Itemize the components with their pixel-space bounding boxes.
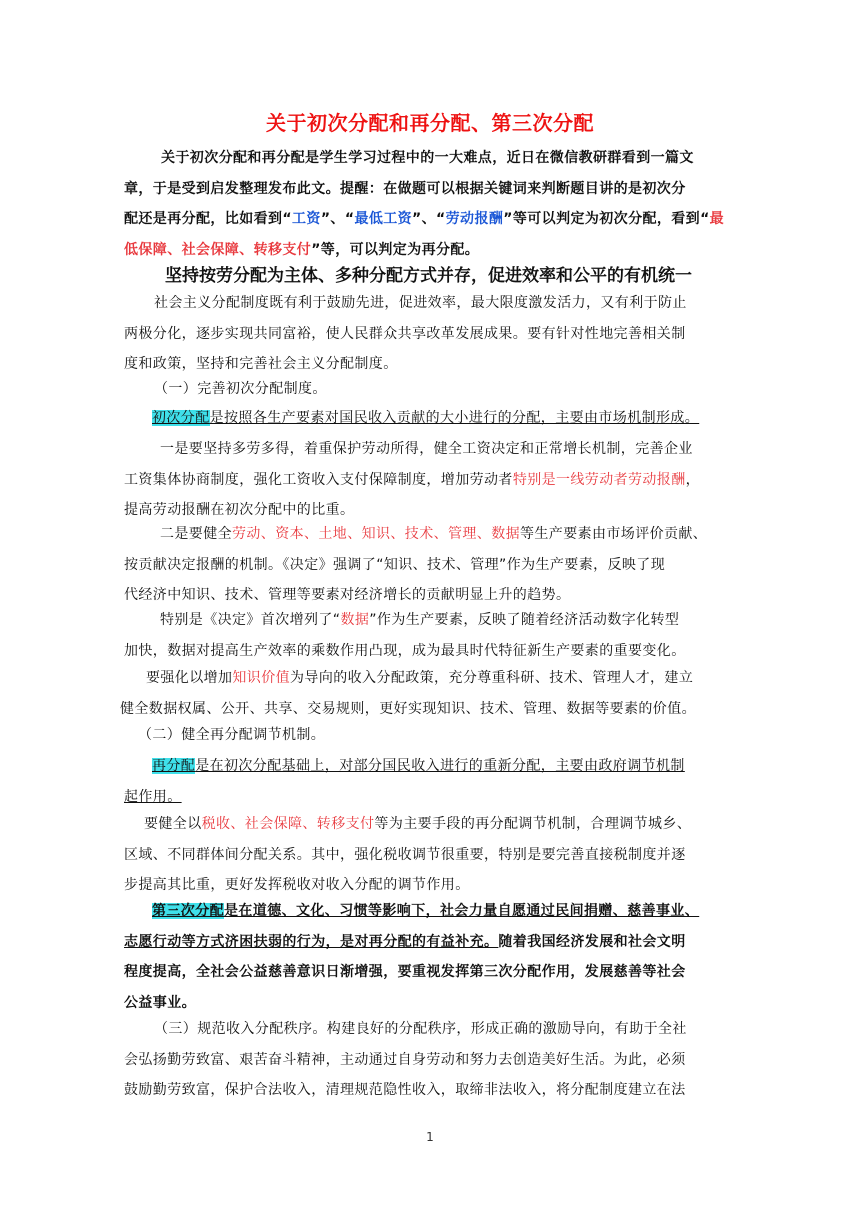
keyword-blue: 最低工资 — [354, 211, 413, 227]
text: 是按照各生产要素对国民收入贡献的大小进行的分配，主要由市场机制形成。 — [209, 410, 700, 426]
definition-redistribution — [124, 751, 734, 812]
text: 二是要健全 — [160, 526, 232, 542]
highlighted-term: 第三次分配 — [152, 903, 224, 919]
text: 为导向的收入分配政策，充分尊重科研、技术、管理人才，建立 — [290, 670, 694, 686]
text: ”等，可以判定为再分配。 — [311, 241, 480, 258]
paragraph-line: 区域、不同群体间分配关系。其中，强化税收调节很重要，特别是要完善直接税制度并逐 — [124, 846, 686, 863]
paragraph-line: 代经济中知识、技术、管理等要素对经济增长的贡献明显上升的趋势。 — [124, 587, 571, 603]
section-heading-2 — [124, 720, 734, 751]
intro-line-2: 章，于是受到启发整理发布此文。提醒：在做题可以根据关键词来判断题目讲的是初次分 — [124, 180, 686, 197]
section-heading-text: （二）健全再分配调节机制。 — [138, 727, 326, 743]
text: 是在道德、文化、习惯等影响下，社会力量自愿通过民间捐赠、慈善事业、 — [224, 903, 700, 919]
text: 等为主要手段的再分配调节机制，合理调节城乡、 — [374, 816, 692, 832]
text: ”、“ — [320, 211, 355, 227]
text: ”等可以判定为初次分配，看到“ — [503, 211, 710, 227]
highlighted-term: 初次分配 — [152, 410, 210, 426]
keyword-red: 数据 — [340, 612, 370, 628]
paragraph-7 — [124, 1014, 734, 1106]
intro-line-3 — [124, 204, 734, 235]
paragraph-line: 两极分化，逐步实现共同富裕，使人民群众共享改革发展成果。要有针对性地完善相关制 — [124, 325, 686, 342]
definition-line: 公益事业。 — [124, 994, 196, 1011]
text: ”作为生产要素，反映了随着经济活动数字化转型 — [369, 612, 680, 628]
text: ”、“ — [412, 211, 446, 227]
paragraph-line: 加快，数据对提高生产效率的乘数作用凸现，成为最具时代特征新生产要素的重要变化。 — [124, 642, 686, 659]
paragraph-3 — [124, 519, 734, 611]
definition-line — [124, 896, 734, 927]
definition-line — [124, 751, 734, 782]
paragraph-line: 按贡献决定报酬的机制。《决定》强调了“知识、技术、管理”作为生产要素，反映了现 — [124, 556, 666, 573]
keyword-red: 最 — [709, 211, 725, 227]
text: 配还是再分配，比如看到“ — [124, 211, 293, 227]
text: 等生产要素由市场评价贡献、 — [520, 526, 708, 542]
definition-third-distribution — [124, 896, 734, 1018]
keyword-red: 知识价值 — [232, 670, 291, 686]
definition-line — [124, 782, 734, 813]
paragraph-line: 会弘扬勤劳致富、艰苦奋斗精神，主动通过自身劳动和努力去创造美好生活。为此，必须 — [124, 1051, 686, 1068]
paragraph-line: 鼓励勤劳致富，保护合法收入，清理规范隐性收入，取缔非法收入，将分配制度建立在法 — [124, 1082, 686, 1098]
paragraph-4 — [124, 605, 734, 666]
text: 随着我国经济发展和社会文明 — [498, 933, 686, 950]
page-number: 1 — [426, 1130, 434, 1144]
paragraph-line: 一是要坚持多劳多得，着重保护劳动所得，健全工资决定和正常增长机制，完善企业 — [160, 441, 693, 457]
paragraph-5 — [120, 663, 736, 724]
paragraph-line — [124, 465, 734, 496]
section-heading-text: （一）完善初次分配制度。 — [154, 381, 327, 397]
text: 工资集体协商制度，强化工资收入支付保障制度，增加劳动者 — [124, 471, 513, 488]
paragraph-line — [124, 809, 734, 840]
definition-primary — [124, 403, 734, 434]
text: 是在初次分配基础上，对部分国民收入进行的重新分配，主要由政府调节机制 — [195, 758, 685, 774]
keyword-blue: 工资 — [292, 211, 321, 227]
keyword-red: 特别是一线劳动者劳动报酬 — [512, 471, 686, 488]
definition-line — [124, 927, 734, 958]
paragraph-line — [120, 663, 736, 694]
intro-paragraph — [124, 143, 734, 265]
paragraph-2 — [124, 434, 734, 526]
definition-line — [124, 403, 734, 434]
paragraph-line — [124, 519, 734, 550]
text: ， — [685, 471, 701, 488]
paragraph-line: 提高劳动报酬在初次分配中的比重。 — [124, 502, 355, 518]
keyword-red: 税收、社会保障、转移支付 — [201, 816, 375, 832]
paragraph-6 — [124, 809, 734, 901]
paragraph-line: 步提高其比重，更好发挥税收对收入分配的调节作用。 — [124, 877, 470, 893]
paragraph-1 — [124, 288, 734, 380]
paragraph-line: 社会主义分配制度既有利于鼓励先进，促进效率，最大限度激发活力，又有利于防止 — [154, 295, 687, 311]
definition-line: 程度提高，全社会公益慈善意识日渐增强，要重视发挥第三次分配作用，发展慈善等社会 — [124, 964, 686, 980]
paragraph-line — [124, 605, 734, 636]
keyword-red: 低保障、社会保障、转移支付 — [124, 241, 312, 258]
document-title: 关于初次分配和再分配、第三次分配 — [266, 111, 594, 135]
text: 起作用。 — [124, 788, 182, 805]
text: 志愿行动等方式济困扶弱的行为，是对再分配的有益补充。 — [124, 933, 499, 950]
section-heading-1 — [124, 374, 734, 405]
section-subtitle: 坚持按劳分配为主体、多种分配方式并存，促进效率和公平的有机统一 — [165, 266, 692, 286]
keyword-blue: 劳动报酬 — [445, 211, 504, 227]
text: 要强化以增加 — [146, 670, 233, 686]
text: 要健全以 — [144, 816, 202, 832]
paragraph-line: 度和政策，坚持和完善社会主义分配制度。 — [124, 356, 398, 372]
intro-line-1: 关于初次分配和再分配是学生学习过程中的一大难点，近日在微信教研群看到一篇文 — [161, 150, 694, 166]
paragraph-line: 健全数据权属、公开、共享、交易规则，更好实现知识、技术、管理、数据等要素的价值。 — [120, 700, 696, 717]
text: 特别是《决定》首次增列了“ — [160, 612, 341, 628]
keyword-red: 劳动、资本、土地、知识、技术、管理、数据 — [232, 526, 520, 542]
paragraph-line: （三）规范收入分配秩序。构建良好的分配秩序，形成正确的激励导向，有助于全社 — [154, 1021, 687, 1037]
highlighted-term: 再分配 — [152, 758, 196, 774]
